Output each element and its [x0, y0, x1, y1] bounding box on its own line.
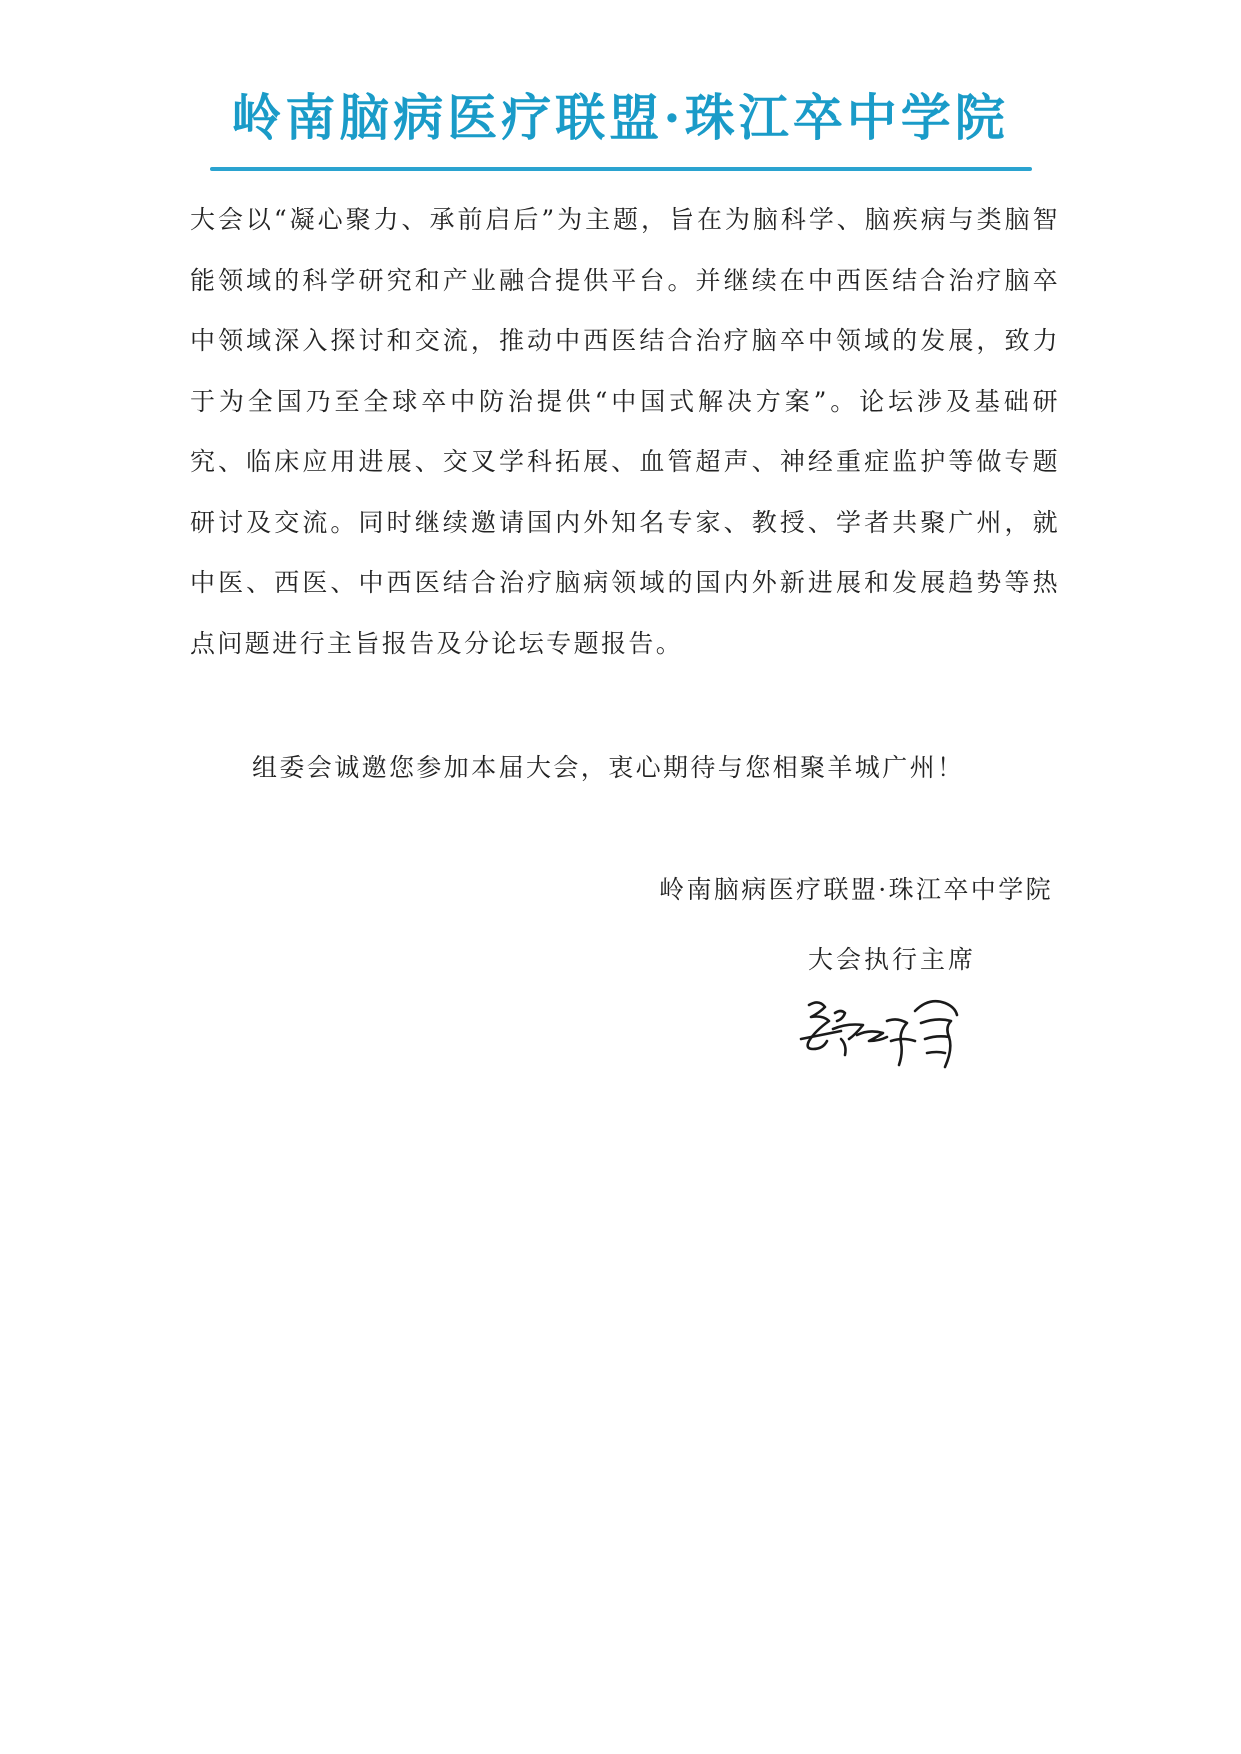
letterhead-title: 岭南脑病医疗联盟·珠江卒中学院	[231, 88, 1009, 147]
signoff-organization: 岭南脑病医疗联盟·珠江卒中学院	[659, 875, 1053, 904]
letterhead-rule	[210, 167, 1032, 171]
signoff-role: 大会执行主席	[808, 945, 977, 974]
letter-paragraph-2: 组委会诚邀您参加本届大会，衷心期待与您相聚羊城广州！	[252, 753, 965, 782]
letter-paragraph-1: 大会以“凝心聚力、承前启后”为主题，旨在为脑科学、脑疾病与类脑智能领域的科学研究和产业融合提供平台。并继续在中西医结合治疗脑卒中领域深入探讨和交流，推动中西医结合治疗脑卒中领域的发展，致力于为全国乃至全球卒中防治提供“中国式解决方案”。论坛涉及基础研究、临床应用进展、交叉学科拓展、血管超声、神经重症监护等做专题研讨及交流。同时继续邀请国内外知名专家、教授、学者共聚广州，就中医、西医、中西医结合治疗脑病领域的国内外新进展和发展趋势等热点问题进行主旨报告及分论坛专题报告。	[190, 205, 1060, 658]
signature-icon	[795, 995, 985, 1085]
